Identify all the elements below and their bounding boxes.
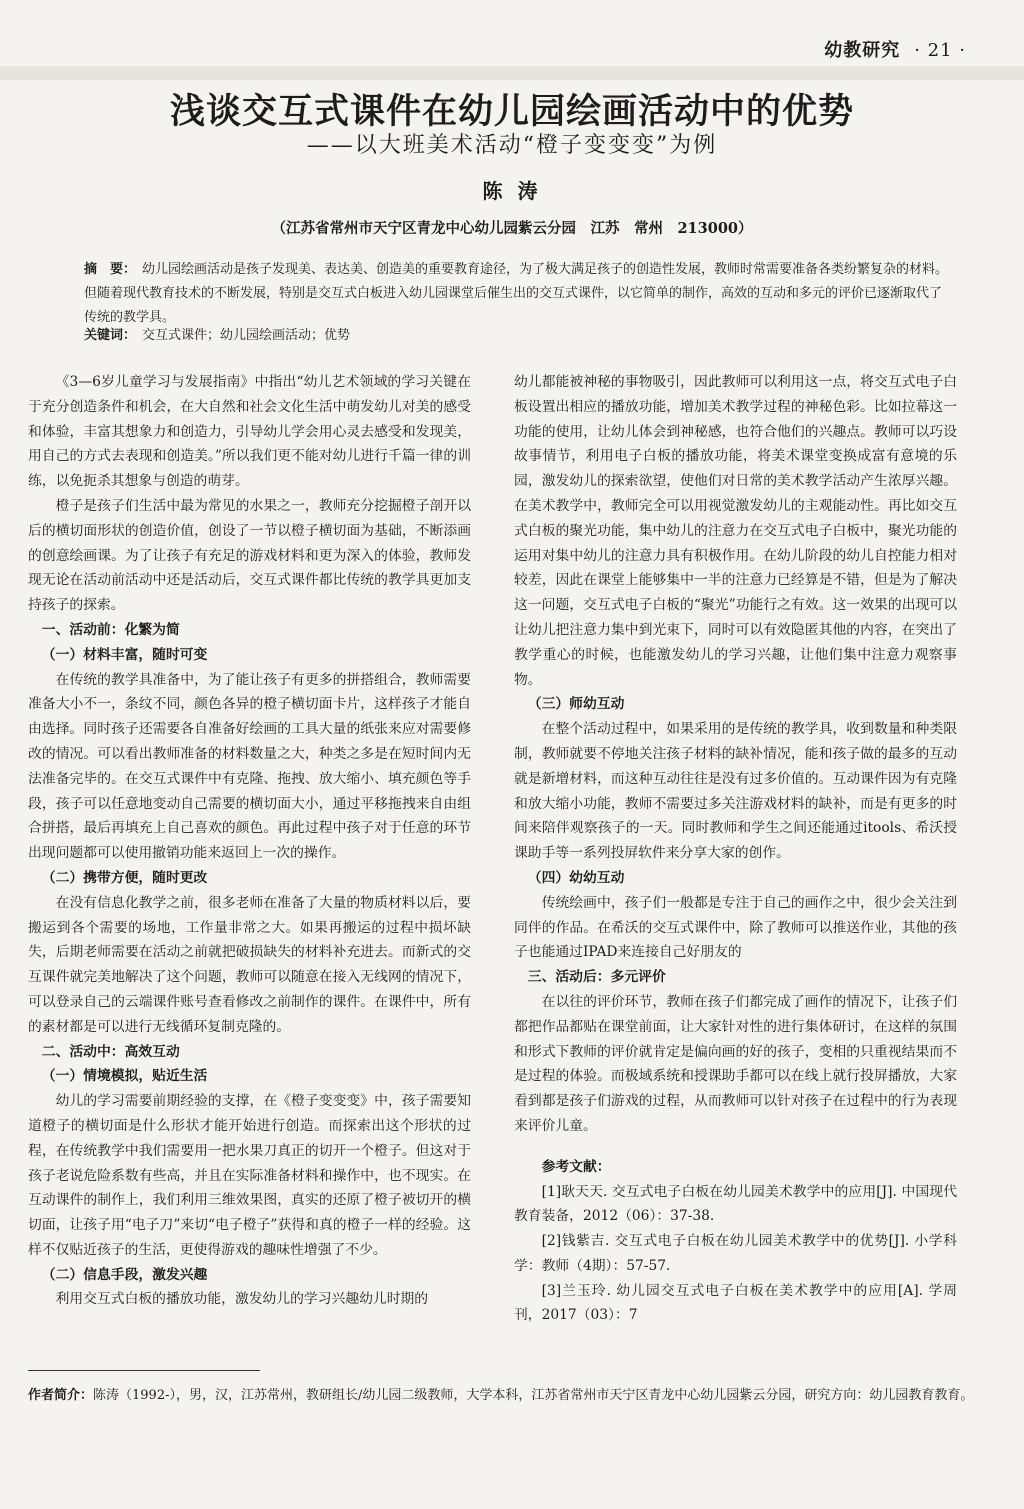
reference-item: [3]兰玉玲. 幼儿园交互式电子白板在美术教学中的应用[A]. 学周刊，2017（03）：7 bbox=[514, 1282, 957, 1324]
subsection-heading: （一）材料丰富，随时可变 bbox=[41, 646, 208, 663]
keywords bbox=[84, 324, 952, 348]
subsection-heading: （三）师幼互动 bbox=[527, 696, 625, 713]
author-name: 陈 涛 bbox=[482, 179, 542, 203]
subsection-heading: （一）情境模拟，贴近生活 bbox=[41, 1068, 208, 1085]
abstract-label: 摘 要： bbox=[84, 262, 137, 277]
footnote-text: 陈涛（1992-），男，汉，江苏常州，教研组长/幼儿园二级教师，大学本科，江苏省常州市天宁区青龙中心幼儿园紫云分园，研究方向：幼儿园教育教育。 bbox=[93, 1388, 974, 1403]
paragraph: 在整个活动过程中，如果采用的是传统的教学具，收到数量和种类限制，教师就要不停地关注孩子材料的缺补情况，能和孩子做的最多的互动就是新增材料，而这种互动往往是没有过多价值的。互动课件因为有克隆和放大缩小功能，教师不需要过多关注游戏材料的缺补，而是有更多的时间来陪伴观察孩子的一天。同时教师和学生之间还能通过itools、希沃授课助手等一系列投屏软件来分享大家的创作。 bbox=[514, 721, 957, 862]
paragraph: 在传统的教学具准备中，为了能让孩子有更多的拼搭组合，教师需要准备大小不一，条纹不同，颜色各异的橙子横切面卡片，这样孩子才能自由选择。同时孩子还需要各自准备好绘画的工具大量的纸张来应对需要修改的情况。可以看出教师准备的材料数量之大，种类之多是在短时间内无法准备完毕的。在交互式课件中有克隆、拖拽、放大缩小、填充颜色等手段，孩子可以任意地变动自己需要的横切面大小，通过平移拖拽来自由组合拼搭，最后再填充上自己喜欢的颜色。再此过程中孩子对于任意的环节出现问题都可以使用撤销功能来返回上一次的操作。 bbox=[28, 671, 471, 862]
article-subtitle: ——以大班美术活动“橙子变变变”为例 bbox=[306, 133, 718, 158]
paragraph: 幼儿都能被神秘的事物吸引，因此教师可以利用这一点，将交互式电子白板设置出相应的播放功能，增加美术教学过程的神秘色彩。比如拉幕这一功能的使用，让幼儿体会到神秘感，也符合他们的兴趣点。教师可以巧设故事情节，利用电子白板的播放功能，将美术课堂变换成富有意境的乐园，激发幼儿的探索欲望，使他们对日常的美术教学活动产生浓厚兴趣。在美术教学中，教师完全可以用视觉激发幼儿的主观能动性。再比如交互式白板的聚光功能，集中幼儿的注意力在交互式电子白板中，聚光功能的运用对集中幼儿的注意力具有积极作用。在幼儿阶段的幼儿自控能力相对较差，因此在课堂上能够集中一半的注意力已经算是不错，但是为了解决这一问题，交互式电子白板的“聚光”功能行之有效。这一效果的出现可以让幼儿把注意力集中到光束下，同时可以有效隐匿其他的内容，在突出了教学重心的时候，也能激发幼儿的学习兴趣，让他们集中注意力观察事物。 bbox=[514, 374, 957, 688]
subsection-heading: （四）幼幼互动 bbox=[527, 869, 625, 886]
reference-item: [1]耿天天. 交互式电子白板在幼儿园美术教学中的应用[J]. 中国现代教育装备，2012（06）：37-38. bbox=[514, 1183, 957, 1225]
subsection-heading: （二）携带方便，随时更改 bbox=[41, 869, 208, 886]
paragraph: 在以往的评价环节，教师在孩子们都完成了画作的情况下，让孩子们都把作品都贴在课堂前面，让大家针对性的进行集体研讨，在这样的氛围和形式下教师的评价就肯定是偏向画的好的孩子，变相的只重视结果而不是过程的体验。而极域系统和授课助手都可以在线上就行投屏播放，大家看到都是孩子们游戏的过程，从而教师可以针对孩子在过程中的行为表现来评价儿童。 bbox=[514, 993, 957, 1134]
reference-item: [2]钱紫吉. 交互式电子白板在幼儿园美术教学中的优势[J]. 小学科学：教师（4期）：57-57. bbox=[514, 1233, 957, 1274]
body-column-left bbox=[28, 370, 471, 1312]
author-affiliation: （江苏省常州市天宁区青龙中心幼儿园紫云分园 江苏 常州 213000） bbox=[271, 220, 753, 237]
footnote-label: 作者简介： bbox=[28, 1388, 94, 1403]
paragraph: 利用交互式白板的播放功能，激发幼儿的学习兴趣幼儿时期的 bbox=[55, 1291, 429, 1308]
abstract bbox=[84, 258, 952, 330]
section-heading: 一、活动前：化繁为简 bbox=[41, 621, 180, 638]
article-title: 浅谈交互式课件在幼儿园绘画活动中的优势 bbox=[169, 92, 854, 132]
body-column-right bbox=[514, 370, 957, 1328]
abstract-text: 幼儿园绘画活动是孩子发现美、表达美、创造美的重要教育途径，为了极大满足孩子的创造性发展，教师时常需要准备各类纷繁复杂的材料。但随着现代教育技术的不断发展，特别是交互式白板进入幼儿园课堂后催生出的交互式课件，以它简单的制作，高效的互动和多元的评价已逐渐取代了传统的教学具。 bbox=[84, 262, 949, 325]
running-head bbox=[824, 36, 966, 62]
references-heading: 参考文献： bbox=[541, 1158, 611, 1175]
journal-name: 幼教研究 bbox=[824, 40, 901, 61]
page-number: · 21 · bbox=[914, 40, 966, 61]
header-band bbox=[0, 66, 1024, 80]
paragraph: 幼儿的学习需要前期经验的支撑，在《橙子变变变》中，孩子需要知道橙子的横切面是什么形状才能开始进行创造。而探索出这个形状的过程，在传统教学中我们需要用一把水果刀真正的切开一个橙子。但这对于孩子老说危险系数有些高，并且在实际准备材料和操作中，也不现实。在互动课件的制作上，我们利用三维效果图，真实的还原了橙子被切开的横切面，让孩子用“电子刀”来切“电子橙子”获得和真的橙子一样的经验。这样不仅贴近孩子的生活，更使得游戏的趣味性增强了不少。 bbox=[28, 1093, 471, 1258]
keywords-label: 关键词： bbox=[84, 328, 137, 343]
author-footnote bbox=[28, 1384, 1024, 1408]
section-heading: 二、活动中：高效互动 bbox=[41, 1043, 180, 1060]
footnote-divider bbox=[28, 1370, 260, 1371]
paragraph: 《3—6岁儿童学习与发展指南》中指出“幼儿艺术领域的学习关键在于充分创造条件和机会，在大自然和社会文化生活中萌发幼儿对美的感受和体验，丰富其想象力和创造力，引导幼儿学会用心灵去感受和发现美，用自己的方式去表现和创造美。”所以我们更不能对幼儿进行千篇一律的训练，以免扼杀其想象与创造的萌芽。 bbox=[28, 374, 471, 490]
paragraph: 橙子是孩子们生活中最为常见的水果之一，教师充分挖掘橙子剖开以后的横切面形状的创造价值，创设了一节以橙子横切面为基础，不断添画的创意绘画课。为了让孩子有充足的游戏材料和更为深入的体验，教师发现无论在活动前活动中还是活动后，交互式课件都比传统的教学具更加支持孩子的探索。 bbox=[28, 497, 471, 614]
section-heading: 三、活动后：多元评价 bbox=[527, 969, 666, 986]
paragraph: 在没有信息化教学之前，很多老师在准备了大量的物质材料以后，要搬运到各个需要的场地，工作量非常之大。如果再搬运的过程中损坏缺失，后期老师需要在活动之前就把破损缺失的材料补充进去。而新式的交互课件就完美地解决了这个问题，教师可以随意在接入无线网的情况下，可以登录自己的云端课件账号查看修改之前制作的课件。在课件中，所有的素材都是可以进行无线循环复制克隆的。 bbox=[28, 894, 471, 1035]
paragraph: 传统绘画中，孩子们一般都是专注于自己的画作之中，很少会关注到同伴的作品。在希沃的交互式课件中，除了教师可以推送作业，其他的孩子也能通过IPAD来连接自己好朋友的 bbox=[514, 894, 957, 961]
subsection-heading: （二）信息手段，激发兴趣 bbox=[41, 1266, 208, 1283]
keywords-text: 交互式课件；幼儿园绘画活动；优势 bbox=[142, 328, 351, 343]
